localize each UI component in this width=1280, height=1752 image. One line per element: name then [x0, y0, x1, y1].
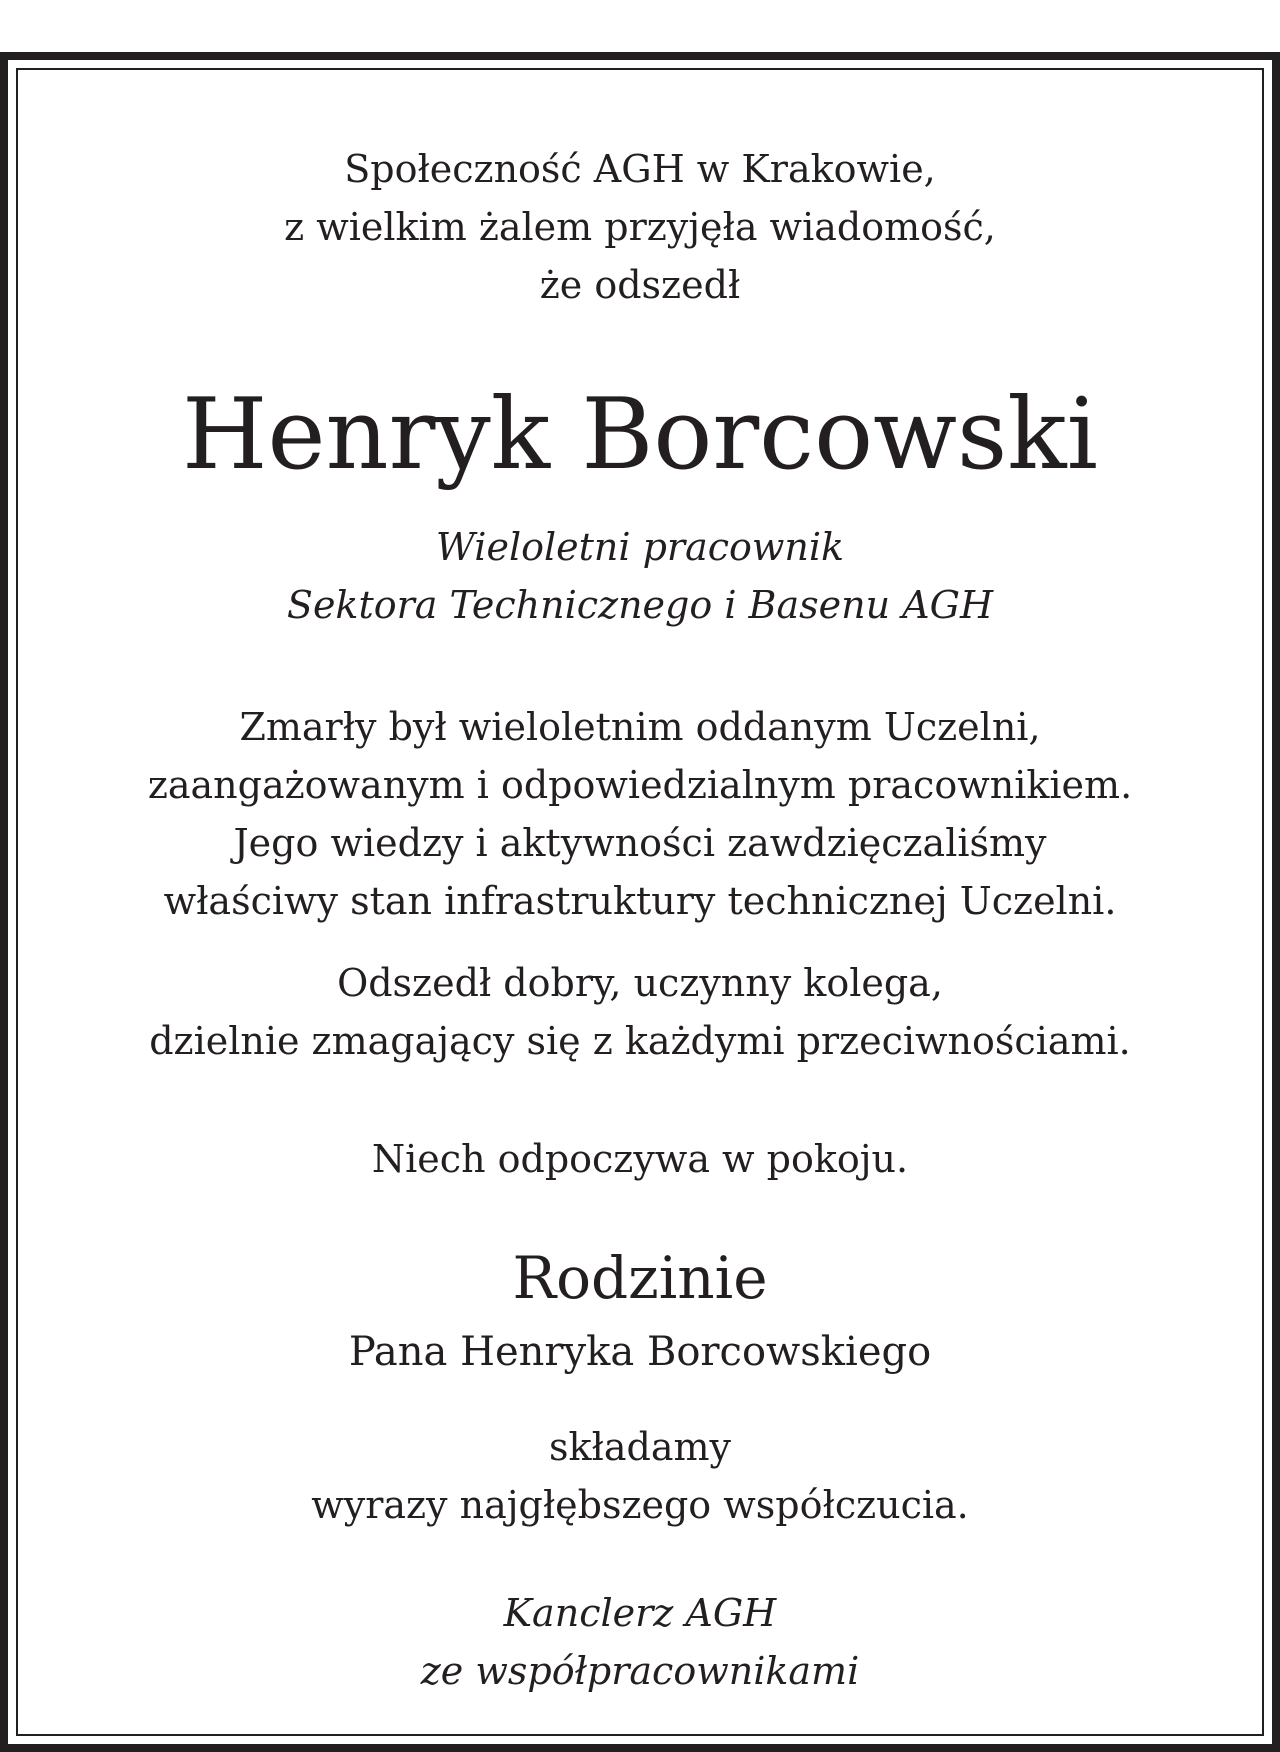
obituary-inner-border [16, 68, 1264, 1736]
role-line: Wieloletni pracownik [435, 525, 845, 569]
obituary-outer-border [0, 52, 1280, 1752]
tribute-paragraph-2 [18, 954, 1262, 1070]
signature-line: Kanclerz AGH [503, 1591, 777, 1635]
tribute-line: Odszedł dobry, uczynny kolega, [337, 961, 943, 1005]
tribute-line: właściwy stan infrastruktury technicznej Uczelni. [163, 879, 1117, 923]
role-line: Sektora Technicznego i Basenu AGH [286, 583, 994, 627]
intro-line: że odszedł [539, 263, 741, 307]
intro-line: Społeczność AGH w Krakowie, [344, 147, 936, 191]
intro-text [18, 140, 1262, 314]
deceased-name: Henryk Borcowski [182, 378, 1098, 492]
tribute-line: dzielnie zmagający się z każdymi przeciwnościami. [149, 1019, 1131, 1063]
tribute-line: Zmarły był wieloletnim oddanym Uczelni, [239, 705, 1041, 749]
signature [18, 1584, 1262, 1700]
rest-in-peace: Niech odpoczywa w pokoju. [371, 1137, 909, 1181]
condolences-family: Pana Henryka Borcowskiego [348, 1329, 932, 1375]
condolences-message [18, 1418, 1262, 1534]
signature-line: ze współpracownikami [420, 1649, 860, 1693]
tribute-line: zaangażowanym i odpowiedzialnym pracownikiem. [147, 763, 1133, 807]
tribute-line: Jego wiedzy i aktywności zawdzięczaliśmy [233, 821, 1047, 865]
condolence-line: wyrazy najgłębszego współczucia. [311, 1483, 969, 1527]
tribute-paragraph-1 [18, 698, 1262, 930]
condolence-line: składamy [549, 1425, 731, 1469]
intro-line: z wielkim żalem przyjęła wiadomość, [284, 205, 996, 249]
deceased-role [18, 518, 1262, 634]
condolences-heading: Rodzinie [512, 1244, 768, 1312]
